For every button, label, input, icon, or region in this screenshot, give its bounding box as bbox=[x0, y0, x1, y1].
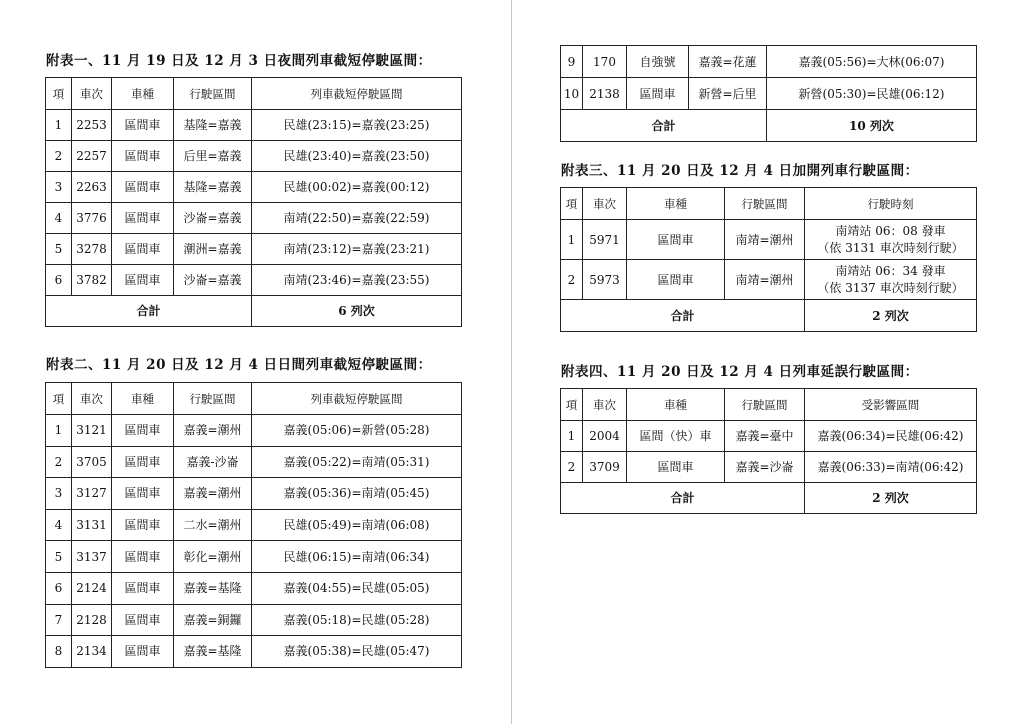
total-value: 6 列次 bbox=[252, 296, 462, 327]
item-cell: 3 bbox=[46, 478, 72, 510]
item-cell: 7 bbox=[46, 604, 72, 636]
train-type-cell: 區間車 bbox=[112, 172, 174, 203]
section-cell: 嘉義(05:18)=民雄(05:28) bbox=[252, 604, 462, 636]
section-cell: 嘉義(05:38)=民雄(05:47) bbox=[252, 636, 462, 668]
section-cell: 南靖(22:50)=嘉義(22:59) bbox=[252, 203, 462, 234]
train-no-cell: 5971 bbox=[583, 220, 627, 260]
table1-header-row bbox=[46, 78, 462, 110]
route-cell: 嘉義=花蓮 bbox=[689, 46, 767, 78]
train-type-cell: 區間車 bbox=[112, 636, 174, 668]
train-no-cell: 3709 bbox=[583, 452, 627, 483]
route-cell: 嘉義=基隆 bbox=[174, 636, 252, 668]
total-value: 2 列次 bbox=[805, 300, 977, 332]
section-cell: 嘉義(04:55)=民雄(05:05) bbox=[252, 572, 462, 604]
header-cell: 項 bbox=[46, 78, 72, 110]
table2-title: 附表二、11 月 20 日及 12 月 4 日日間列車截短停駛區間： bbox=[46, 357, 432, 373]
section-cell: 嘉義(05:36)=南靖(05:45) bbox=[252, 478, 462, 510]
item-cell: 3 bbox=[46, 172, 72, 203]
train-type-cell: 區間車 bbox=[627, 260, 725, 300]
route-cell: 嘉義=潮州 bbox=[174, 415, 252, 447]
item-cell: 10 bbox=[561, 78, 583, 110]
header-cell: 車種 bbox=[112, 383, 174, 415]
header-cell: 項 bbox=[561, 389, 583, 421]
train-type-cell: 區間車 bbox=[112, 110, 174, 141]
train-type-cell: 區間車 bbox=[112, 203, 174, 234]
header-cell: 列車截短停駛區間 bbox=[252, 383, 462, 415]
train-type-cell: 區間車 bbox=[112, 541, 174, 573]
header-cell: 行駛區間 bbox=[174, 78, 252, 110]
train-type-cell: 自強號 bbox=[627, 46, 689, 78]
table-row bbox=[46, 509, 462, 541]
header-cell: 項 bbox=[46, 383, 72, 415]
table4-title: 附表四、11 月 20 日及 12 月 4 日列車延誤行駛區間： bbox=[561, 364, 919, 380]
section-cell: 嘉義(05:56)=大林(06:07) bbox=[767, 46, 977, 78]
departure-text: 南靖站 06：08 發車 bbox=[835, 223, 946, 238]
route-cell: 嘉義=臺中 bbox=[725, 421, 805, 452]
train-type-cell: 區間車 bbox=[112, 141, 174, 172]
route-cell: 嘉義=銅鑼 bbox=[174, 604, 252, 636]
train-no-cell: 2138 bbox=[583, 78, 627, 110]
table2 bbox=[45, 382, 462, 668]
route-cell: 基隆=嘉義 bbox=[174, 110, 252, 141]
train-no-cell: 2257 bbox=[72, 141, 112, 172]
route-cell: 新營=后里 bbox=[689, 78, 767, 110]
item-cell: 2 bbox=[561, 260, 583, 300]
table-row bbox=[46, 265, 462, 296]
train-type-cell: 區間車 bbox=[112, 509, 174, 541]
page-divider bbox=[511, 0, 512, 724]
train-no-cell: 5973 bbox=[583, 260, 627, 300]
total-label: 合計 bbox=[46, 296, 252, 327]
table-row bbox=[46, 541, 462, 573]
route-cell: 嘉義=基隆 bbox=[174, 572, 252, 604]
table-row bbox=[46, 203, 462, 234]
train-no-cell: 2134 bbox=[72, 636, 112, 668]
header-cell: 行駛區間 bbox=[174, 383, 252, 415]
train-type-cell: 區間車 bbox=[112, 415, 174, 447]
table-row bbox=[46, 415, 462, 447]
train-type-cell: 區間車 bbox=[112, 265, 174, 296]
item-cell: 6 bbox=[46, 572, 72, 604]
table3-title: 附表三、11 月 20 日及 12 月 4 日加開列車行駛區間： bbox=[561, 163, 919, 179]
train-type-cell: 區間車 bbox=[112, 478, 174, 510]
item-cell: 1 bbox=[46, 415, 72, 447]
header-cell: 車次 bbox=[72, 78, 112, 110]
item-cell: 8 bbox=[46, 636, 72, 668]
table-row bbox=[46, 572, 462, 604]
table1-title: 附表一、11 月 19 日及 12 月 3 日夜間列車截短停駛區間： bbox=[46, 53, 432, 69]
item-cell: 6 bbox=[46, 265, 72, 296]
section-cell: 新營(05:30)=民雄(06:12) bbox=[767, 78, 977, 110]
train-type-cell: 區間車 bbox=[112, 234, 174, 265]
table-row bbox=[46, 141, 462, 172]
header-cell: 車次 bbox=[583, 389, 627, 421]
total-label: 合計 bbox=[561, 110, 767, 142]
total-row bbox=[561, 300, 977, 332]
table-row bbox=[46, 478, 462, 510]
total-row bbox=[46, 296, 462, 327]
section-cell: 嘉義(05:22)=南靖(05:31) bbox=[252, 446, 462, 478]
header-cell: 項 bbox=[561, 188, 583, 220]
table-row bbox=[46, 446, 462, 478]
item-cell: 4 bbox=[46, 203, 72, 234]
item-cell: 5 bbox=[46, 234, 72, 265]
train-no-cell: 2124 bbox=[72, 572, 112, 604]
route-cell: 南靖=潮州 bbox=[725, 260, 805, 300]
train-no-cell: 3705 bbox=[72, 446, 112, 478]
table-row bbox=[561, 46, 977, 78]
total-row bbox=[561, 110, 977, 142]
item-cell: 2 bbox=[561, 452, 583, 483]
table3 bbox=[560, 187, 977, 332]
train-type-cell: 區間車 bbox=[627, 78, 689, 110]
table-row bbox=[561, 260, 977, 300]
item-cell: 5 bbox=[46, 541, 72, 573]
train-type-cell: 區間車 bbox=[112, 604, 174, 636]
schedule-cell bbox=[805, 260, 977, 300]
train-no-cell: 2263 bbox=[72, 172, 112, 203]
table-row bbox=[561, 78, 977, 110]
item-cell: 1 bbox=[561, 220, 583, 260]
header-cell: 受影響區間 bbox=[805, 389, 977, 421]
train-no-cell: 2128 bbox=[72, 604, 112, 636]
route-cell: 沙崙=嘉義 bbox=[174, 203, 252, 234]
header-cell: 行駛時刻 bbox=[805, 188, 977, 220]
route-cell: 后里=嘉義 bbox=[174, 141, 252, 172]
item-cell: 1 bbox=[561, 421, 583, 452]
item-cell: 9 bbox=[561, 46, 583, 78]
route-cell: 嘉義=沙崙 bbox=[725, 452, 805, 483]
route-cell: 嘉義-沙崙 bbox=[174, 446, 252, 478]
route-cell: 南靖=潮州 bbox=[725, 220, 805, 260]
section-cell: 嘉義(05:06)=新營(05:28) bbox=[252, 415, 462, 447]
header-cell: 車種 bbox=[627, 188, 725, 220]
total-row bbox=[561, 483, 977, 514]
train-no-cell: 3127 bbox=[72, 478, 112, 510]
route-cell: 基隆=嘉義 bbox=[174, 172, 252, 203]
item-cell: 4 bbox=[46, 509, 72, 541]
train-no-cell: 2253 bbox=[72, 110, 112, 141]
schedule-note: （依 3137 車次時刻行駛） bbox=[817, 280, 964, 295]
train-no-cell: 3137 bbox=[72, 541, 112, 573]
total-value: 2 列次 bbox=[805, 483, 977, 514]
header-cell: 車次 bbox=[583, 188, 627, 220]
train-no-cell: 3776 bbox=[72, 203, 112, 234]
header-cell: 行駛區間 bbox=[725, 188, 805, 220]
table-row bbox=[46, 110, 462, 141]
route-cell: 嘉義=潮州 bbox=[174, 478, 252, 510]
train-no-cell: 3782 bbox=[72, 265, 112, 296]
item-cell: 2 bbox=[46, 446, 72, 478]
departure-text: 南靖站 06：34 發車 bbox=[835, 263, 946, 278]
train-type-cell: 區間（快）車 bbox=[627, 421, 725, 452]
table1 bbox=[45, 77, 462, 327]
affected-section-cell: 嘉義(06:34)=民雄(06:42) bbox=[805, 421, 977, 452]
header-cell: 列車截短停駛區間 bbox=[252, 78, 462, 110]
train-type-cell: 區間車 bbox=[627, 220, 725, 260]
train-type-cell: 區間車 bbox=[112, 446, 174, 478]
section-cell: 南靖(23:46)=嘉義(23:55) bbox=[252, 265, 462, 296]
affected-section-cell: 嘉義(06:33)=南靖(06:42) bbox=[805, 452, 977, 483]
train-no-cell: 3121 bbox=[72, 415, 112, 447]
section-cell: 民雄(06:15)=南靖(06:34) bbox=[252, 541, 462, 573]
schedule-cell bbox=[805, 220, 977, 260]
total-label: 合計 bbox=[561, 300, 805, 332]
table4-header-row bbox=[561, 389, 977, 421]
section-cell: 民雄(00:02)=嘉義(00:12) bbox=[252, 172, 462, 203]
table-row bbox=[46, 234, 462, 265]
table-row bbox=[46, 172, 462, 203]
train-no-cell: 3278 bbox=[72, 234, 112, 265]
route-cell: 沙崙=嘉義 bbox=[174, 265, 252, 296]
header-cell: 車種 bbox=[112, 78, 174, 110]
total-label: 合計 bbox=[561, 483, 805, 514]
route-cell: 潮洲=嘉義 bbox=[174, 234, 252, 265]
route-cell: 彰化=潮州 bbox=[174, 541, 252, 573]
header-cell: 車次 bbox=[72, 383, 112, 415]
train-no-cell: 3131 bbox=[72, 509, 112, 541]
table-row bbox=[46, 636, 462, 668]
train-type-cell: 區間車 bbox=[112, 572, 174, 604]
train-no-cell: 170 bbox=[583, 46, 627, 78]
item-cell: 2 bbox=[46, 141, 72, 172]
table2-continued bbox=[560, 45, 977, 142]
table4 bbox=[560, 388, 977, 514]
table-row bbox=[561, 220, 977, 260]
section-cell: 民雄(23:15)=嘉義(23:25) bbox=[252, 110, 462, 141]
table2-header-row bbox=[46, 383, 462, 415]
total-value: 10 列次 bbox=[767, 110, 977, 142]
route-cell: 二水=潮州 bbox=[174, 509, 252, 541]
item-cell: 1 bbox=[46, 110, 72, 141]
table3-header-row bbox=[561, 188, 977, 220]
section-cell: 民雄(05:49)=南靖(06:08) bbox=[252, 509, 462, 541]
header-cell: 車種 bbox=[627, 389, 725, 421]
table-row bbox=[46, 604, 462, 636]
table-row bbox=[561, 452, 977, 483]
train-no-cell: 2004 bbox=[583, 421, 627, 452]
header-cell: 行駛區間 bbox=[725, 389, 805, 421]
train-type-cell: 區間車 bbox=[627, 452, 725, 483]
schedule-note: （依 3131 車次時刻行駛） bbox=[817, 240, 964, 255]
table-row bbox=[561, 421, 977, 452]
section-cell: 民雄(23:40)=嘉義(23:50) bbox=[252, 141, 462, 172]
section-cell: 南靖(23:12)=嘉義(23:21) bbox=[252, 234, 462, 265]
